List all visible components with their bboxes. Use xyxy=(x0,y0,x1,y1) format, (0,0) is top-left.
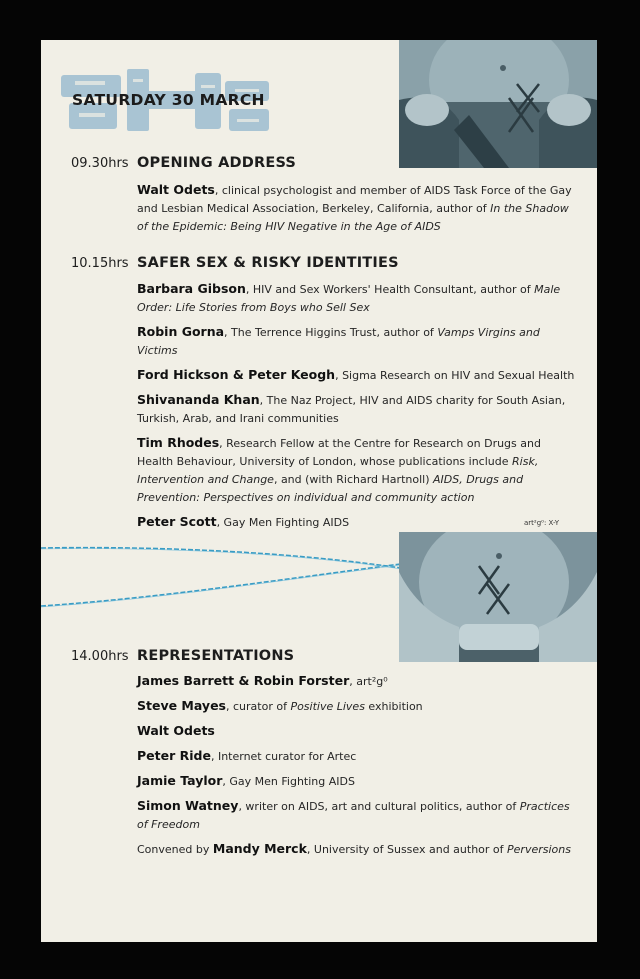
speaker-entry: Tim Rhodes, Research Fellow at the Centre for Research on Drugs and Health Behaviour, University of London, whose publications include Risk, Intervention and Change, and (with Richard Hartnoll) AIDS, Drugs and Prevention: Perspectives on individual and community action xyxy=(137,435,541,504)
speaker-name: Jamie Taylor xyxy=(137,773,223,788)
session-time: 14.00hrs xyxy=(71,649,129,664)
convener-name: Mandy Merck xyxy=(212,841,307,856)
convener-line: Convened by Mandy Merck, University of Sussex and author of Perversions xyxy=(137,841,571,856)
speaker-name: Peter Scott xyxy=(137,514,217,529)
speaker-name: Shivananda Khan xyxy=(137,392,260,407)
photo-credit: art²g⁰: X-Y xyxy=(524,519,559,527)
speaker-entry: Peter Ride, Internet curator for Artec xyxy=(137,748,357,763)
speaker-name: Steve Mayes xyxy=(137,698,226,713)
speaker-name: Peter Ride xyxy=(137,748,211,763)
speaker-entry: Shivananda Khan, The Naz Project, HIV and AIDS charity for South Asian, Turkish, Arab, and Irani communities xyxy=(137,392,566,425)
stitched-thread-graphic xyxy=(41,538,401,610)
torso-photo-top xyxy=(399,40,597,168)
session-time: 10.15hrs xyxy=(71,256,129,271)
speaker-entry: Simon Watney, writer on AIDS, art and cultural politics, author of Practices of Freedom xyxy=(137,798,570,831)
speaker-name: Walt Odets xyxy=(137,723,215,738)
speaker-entry: Barbara Gibson, HIV and Sex Workers' Health Consultant, author of Male Order: Life Stories from Boys who Sell Sex xyxy=(137,281,561,314)
speaker-entry: Peter Scott, Gay Men Fighting AIDS xyxy=(137,514,350,529)
speaker-entry: James Barrett & Robin Forster, art²g⁰ xyxy=(137,673,388,688)
speaker-name: James Barrett & Robin Forster xyxy=(137,673,350,688)
session-title: SAFER SEX & RISKY IDENTITIES xyxy=(137,255,399,271)
day-heading: SATURDAY 30 MARCH xyxy=(72,91,265,109)
speaker-entry: Jamie Taylor, Gay Men Fighting AIDS xyxy=(137,773,355,788)
speaker-entry: Ford Hickson & Peter Keogh, Sigma Research on HIV and Sexual Health xyxy=(137,367,575,382)
speaker-entry: Steve Mayes, curator of Positive Lives exhibition xyxy=(137,698,423,713)
speaker-name: Tim Rhodes xyxy=(137,435,220,450)
session-title: REPRESENTATIONS xyxy=(137,648,295,664)
speaker-entry: Robin Gorna, The Terrence Higgins Trust, author of Vamps Virgins and Victims xyxy=(137,324,540,357)
speaker-name: Walt Odets xyxy=(137,182,215,197)
speaker-name: Simon Watney xyxy=(137,798,239,813)
speaker-entry: Walt Odets, clinical psychologist and member of AIDS Task Force of the Gay and Lesbian Medical Association, Berkeley, California, author of In the Shadow of the Epidemic: Being HIV Negative in the Age of AIDS xyxy=(137,182,572,233)
session-time: 09.30hrs xyxy=(71,156,129,171)
session-title: OPENING ADDRESS xyxy=(137,155,297,171)
speaker-name: Robin Gorna xyxy=(137,324,225,339)
torso-photo-bottom xyxy=(399,532,597,662)
speaker-name: Ford Hickson & Peter Keogh xyxy=(137,367,336,382)
speaker-name: Barbara Gibson xyxy=(137,281,246,296)
speaker-entry xyxy=(137,722,577,741)
programme-page xyxy=(41,40,597,942)
